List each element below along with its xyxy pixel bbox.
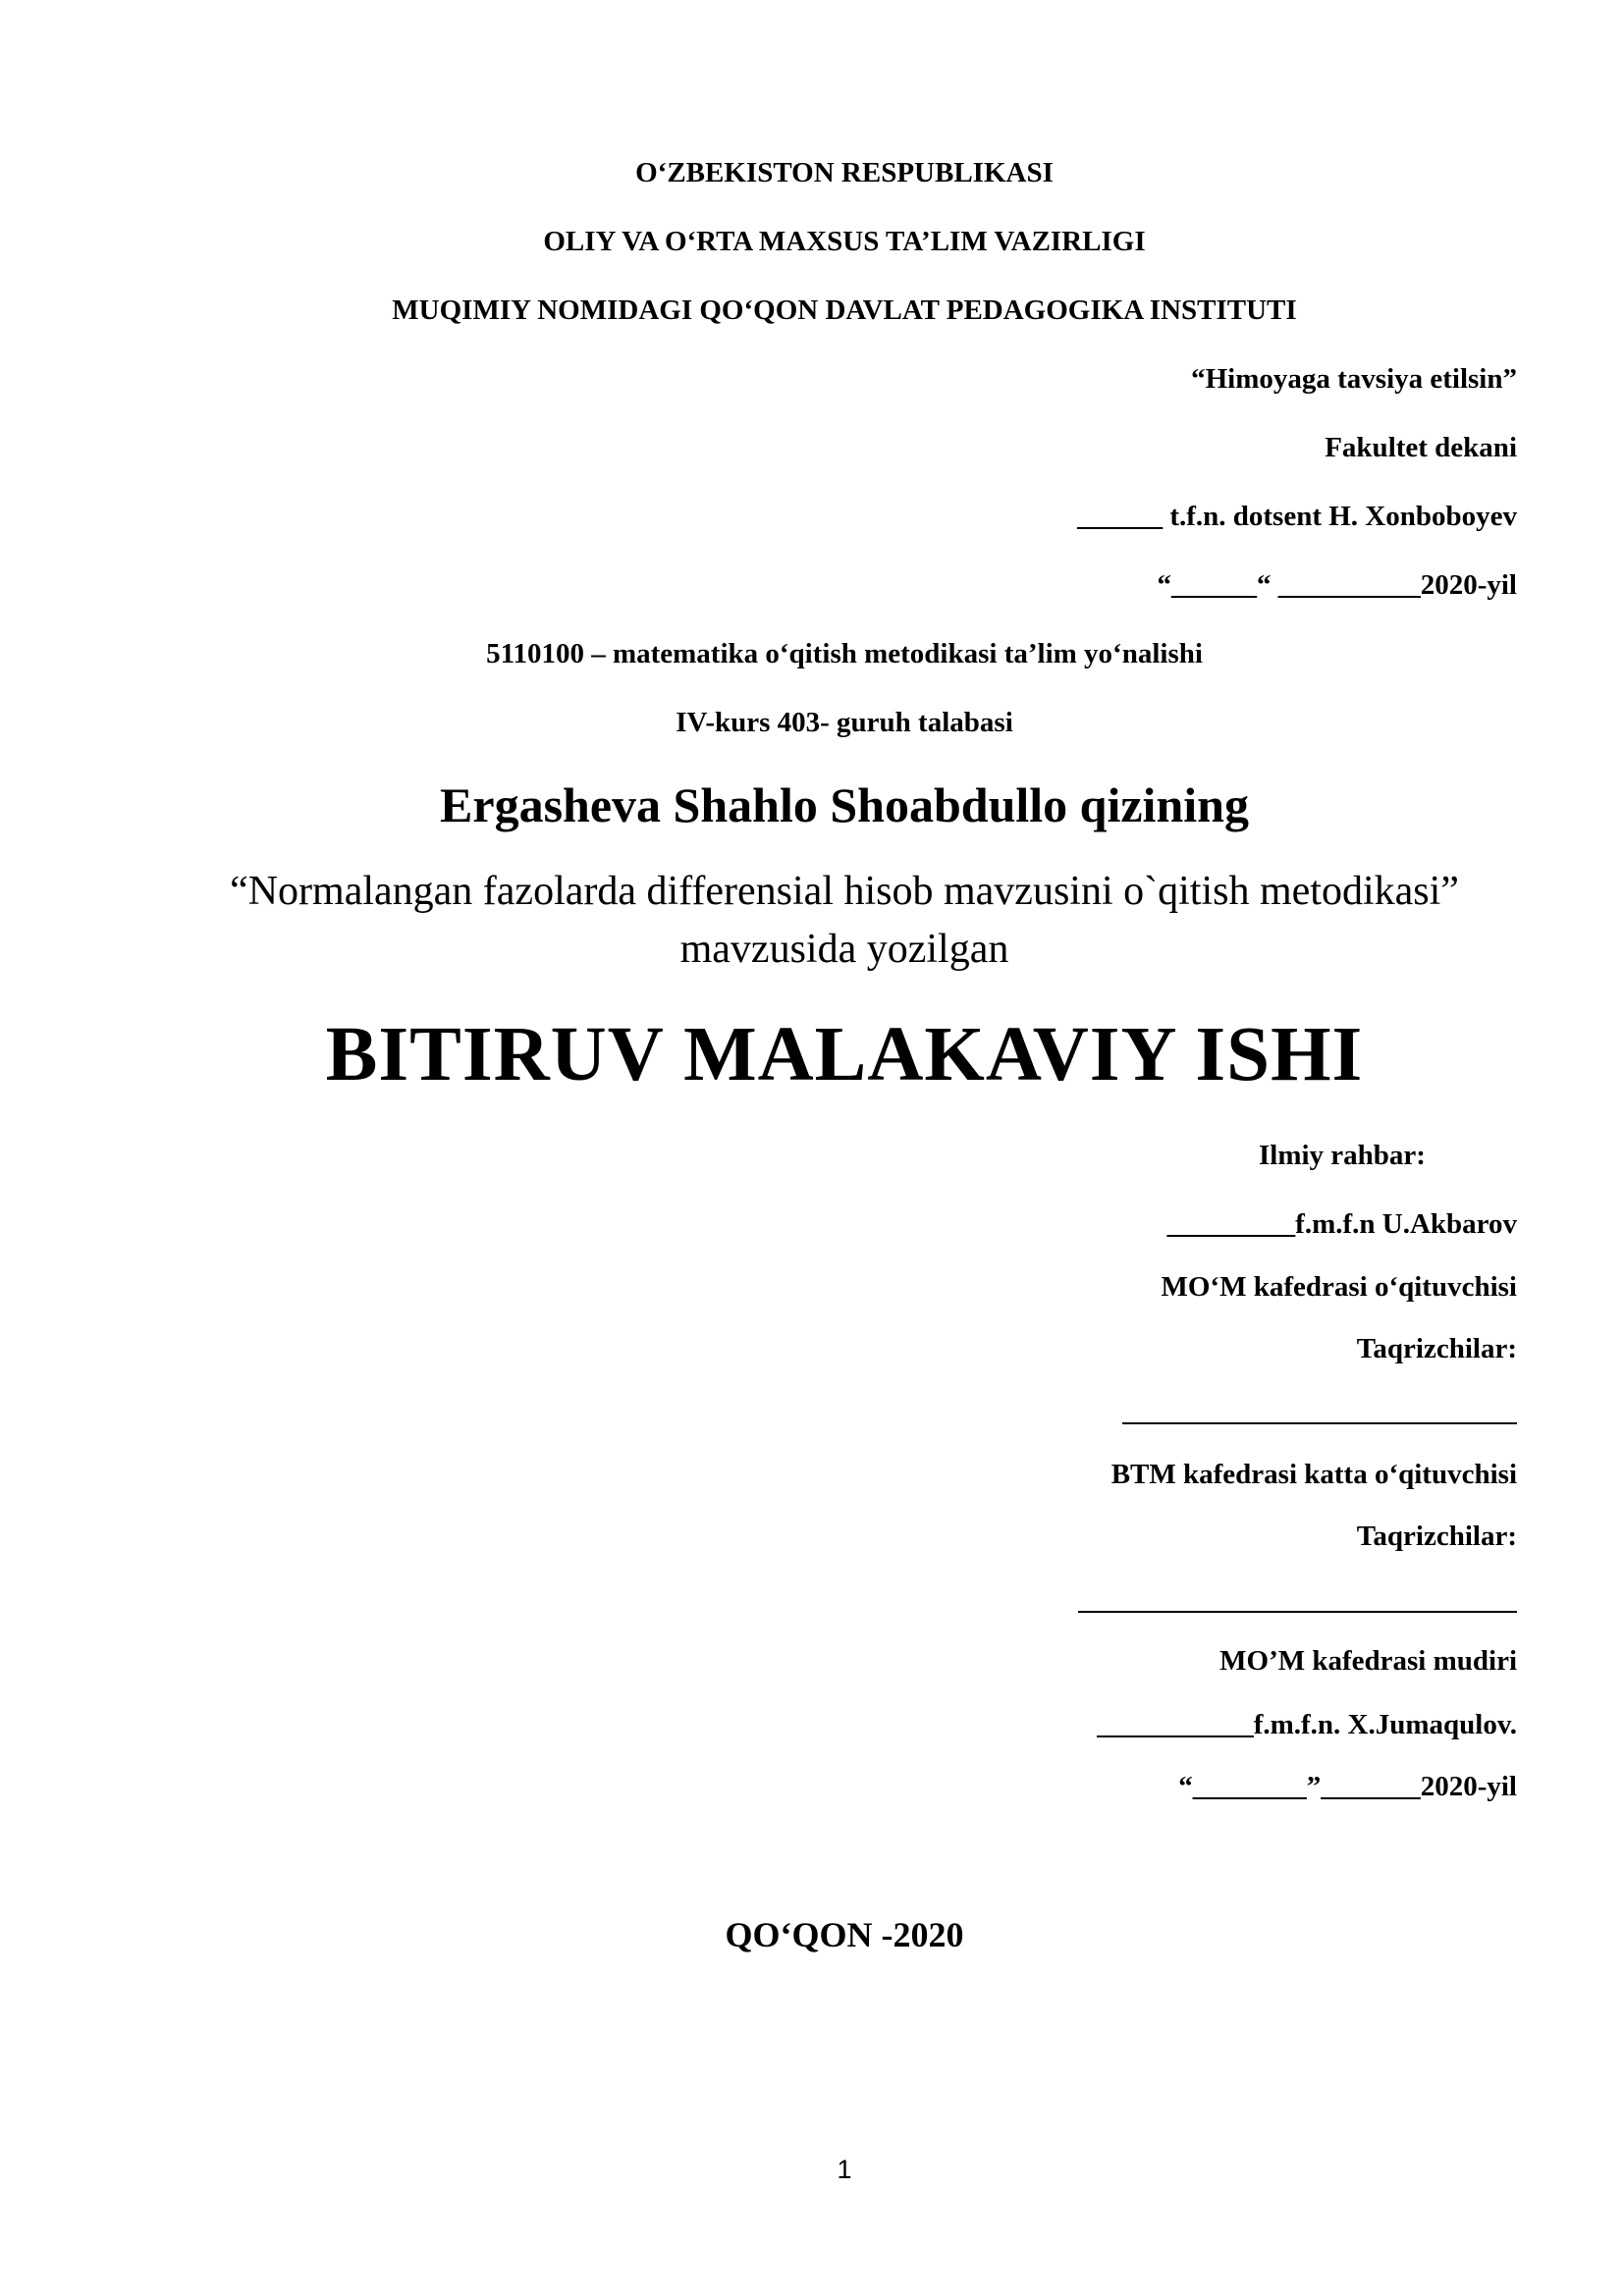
thesis-topic-suffix: mavzusida yozilgan [679,927,1009,972]
supervisors-date: “________”_______2020-yil [1178,1771,1517,1802]
department-head-position: MO’M kafedrasi mudiri [1219,1645,1517,1677]
reviewer-signature-line [1122,1422,1517,1424]
dean-name: ______ t.f.n. dotsent H. Xonboboyev [1077,501,1517,532]
advisor-name: _________f.m.f.n U.Akbarov [1166,1208,1517,1240]
student-name: Ergasheva Shahlo Shoabdullo qizining [440,777,1249,832]
document-title: BITIRUV MALAKAVIY ISHI [325,1012,1364,1097]
republic-heading: O‘ZBEKISTON RESPUBLIKASI [635,157,1054,188]
thesis-topic: “Normalangan fazolarda differensial hisob mavzusini o`qitish metodikasi” [230,869,1459,914]
page-number: 1 [837,2155,852,2184]
approval-date: “______“ __________2020-yil [1157,569,1517,601]
reviewer-signature-line-second [1078,1611,1517,1613]
institute-heading: MUQIMIY NOMIDAGI QO‘QON DAVLAT PEDAGOGIKA INSTITUTI [392,294,1297,326]
department-head-name: ___________f.m.f.n. X.Jumaqulov. [1097,1709,1517,1740]
course-group: IV-kurs 403- guruh talabasi [676,707,1013,738]
advisor-position: MO‘M kafedrasi o‘qituvchisi [1161,1271,1517,1303]
reviewers-label-second: Taqrizchilar: [1356,1521,1517,1552]
city-year: QO‘QON -2020 [725,1915,964,1954]
study-direction: 5110100 – matematika o‘qitish metodikasi ta’lim yo‘nalishi [486,638,1203,669]
ministry-heading: OLIY VA O‘RTA MAXSUS TA’LIM VAZIRLIGI [543,226,1146,257]
advisor-label: Ilmiy rahbar: [1259,1140,1426,1171]
reviewer-position: BTM kafedrasi katta o‘qituvchisi [1110,1459,1517,1490]
dean-title: Fakultet dekani [1325,432,1517,463]
reviewers-label: Taqrizchilar: [1356,1333,1517,1364]
defense-recommendation: “Himoyaga tavsiya etilsin” [1191,363,1517,395]
